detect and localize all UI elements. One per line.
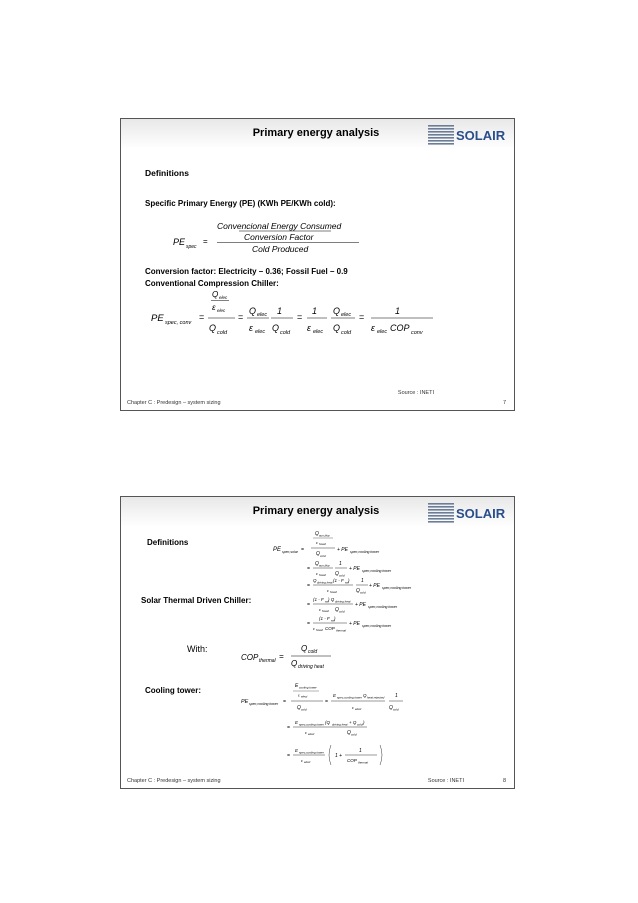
svg-text:spec, conv: spec, conv <box>165 320 192 326</box>
svg-text:1: 1 <box>395 693 398 699</box>
svg-text:PE: PE <box>241 699 249 705</box>
svg-text:cold: cold <box>341 330 352 336</box>
svg-text:ε: ε <box>212 303 216 312</box>
svg-text:=: = <box>307 602 310 608</box>
svg-text:PE: PE <box>173 237 186 247</box>
definitions-heading: Definitions <box>145 168 189 178</box>
svg-text:): ) <box>334 616 336 621</box>
svg-text:SOLAIR: SOLAIR <box>456 128 506 143</box>
svg-text:=: = <box>199 312 205 322</box>
svg-text:=: = <box>297 312 303 322</box>
svg-text:Q: Q <box>301 644 308 653</box>
svg-text:Convencional Energy Consumed: Convencional Energy Consumed <box>217 221 342 231</box>
solar-chiller-line: Solar Thermal Driven Chiller: <box>141 596 252 605</box>
svg-text:spec,solar: spec,solar <box>282 550 298 554</box>
svg-text:elect: elect <box>304 760 311 764</box>
with-label: With: <box>187 644 208 654</box>
svg-text:ε: ε <box>327 588 329 593</box>
svg-text:=: = <box>301 547 304 553</box>
formula-pe-spec <box>161 217 421 263</box>
svg-text:thermal: thermal <box>259 658 276 664</box>
svg-text:1: 1 <box>359 748 362 754</box>
svg-text:(1 - F: (1 - F <box>319 616 330 621</box>
svg-text:ε: ε <box>371 323 375 333</box>
svg-text:cold: cold <box>393 707 399 712</box>
svg-text:COP: COP <box>347 758 357 763</box>
svg-text:Q: Q <box>333 323 341 333</box>
svg-text:fossil: fossil <box>319 573 326 577</box>
svg-text:cold: cold <box>357 722 363 727</box>
svg-text:spec,cooling tower: spec,cooling tower <box>350 550 379 554</box>
svg-text:+ PE: + PE <box>369 583 380 589</box>
svg-text:COP: COP <box>241 653 259 662</box>
svg-text:+ PE: + PE <box>337 547 348 553</box>
svg-text:elec: elec <box>341 312 352 318</box>
svg-text:Q: Q <box>315 561 319 567</box>
svg-text:Q: Q <box>297 705 301 711</box>
svg-text:aux,bkp: aux,bkp <box>319 563 330 568</box>
svg-text:driving heat: driving heat <box>317 580 333 585</box>
svg-text:ε: ε <box>305 730 307 735</box>
svg-text:sol: sol <box>325 599 329 604</box>
svg-text:+ PE: + PE <box>355 602 366 608</box>
conversion-factor-line: Conversion factor: Electricity – 0.36; Fossil Fuel – 0.9 <box>145 267 348 276</box>
svg-text:conv: conv <box>411 330 423 336</box>
svg-text:1: 1 <box>312 306 318 316</box>
page-number: 7 <box>502 400 506 406</box>
svg-text:ε: ε <box>307 323 311 333</box>
svg-text:heat rejected: heat rejected <box>367 695 385 700</box>
svg-text:cold: cold <box>351 732 357 737</box>
svg-text:Q: Q <box>356 588 360 594</box>
svg-text:spec,cooling tower: spec,cooling tower <box>362 624 391 628</box>
svg-text:E: E <box>295 748 299 753</box>
svg-text:Q: Q <box>291 659 298 668</box>
svg-text:spec,cooling tower: spec,cooling tower <box>382 586 411 590</box>
svg-text:Q: Q <box>209 323 217 333</box>
svg-text:aux,bkp: aux,bkp <box>319 533 330 538</box>
definitions-heading: Definitions <box>147 538 189 547</box>
svg-text:(Q: (Q <box>325 720 330 725</box>
svg-text:Q: Q <box>335 607 339 613</box>
footer-chapter: Chapter C : Predesign – system sizing <box>127 400 221 406</box>
svg-text:spec,cooling tower: spec,cooling tower <box>249 702 278 706</box>
svg-text:driving heat: driving heat <box>298 664 324 670</box>
svg-text:=: = <box>325 699 328 705</box>
svg-text:driving heat: driving heat <box>335 599 351 604</box>
svg-text:Q: Q <box>335 571 339 577</box>
svg-text:ε: ε <box>298 692 300 698</box>
svg-text:spec,cooling tower: spec,cooling tower <box>299 722 324 727</box>
svg-text:cooling tower: cooling tower <box>299 685 317 690</box>
spe-heading: Specific Primary Energy (PE) (KWh PE/KWh cold): <box>145 199 336 208</box>
formula-cop-thermal <box>239 641 359 673</box>
svg-text:(1 - F: (1 - F <box>333 578 344 583</box>
source-label: Source : INETI <box>397 390 434 396</box>
solair-logo <box>428 501 508 525</box>
svg-text:=: = <box>287 725 290 731</box>
svg-text:=: = <box>287 753 290 759</box>
svg-text:=: = <box>307 621 310 627</box>
chiller-line: Conventional Compression Chiller: <box>145 279 279 288</box>
svg-text:COP: COP <box>390 323 410 333</box>
svg-text:thermal: thermal <box>336 628 347 633</box>
svg-text:Q: Q <box>313 578 317 583</box>
svg-text:ε: ε <box>249 323 253 333</box>
svg-text:cold: cold <box>339 609 345 614</box>
svg-text:Q: Q <box>363 693 367 698</box>
svg-text:cold: cold <box>339 573 345 578</box>
formula-pe-cooling-tower <box>239 681 439 775</box>
svg-text:(1 - F: (1 - F <box>313 597 324 602</box>
svg-text:+ PE: + PE <box>349 566 360 572</box>
page-number: 8 <box>502 778 506 784</box>
svg-text:Q: Q <box>316 551 320 557</box>
svg-text:Q: Q <box>212 290 219 299</box>
svg-text:spec,cooling tower: spec,cooling tower <box>368 605 397 609</box>
svg-text:SOLAIR: SOLAIR <box>456 506 506 521</box>
svg-text:): ) <box>348 578 350 583</box>
svg-text:ε: ε <box>319 607 321 612</box>
svg-text:elec: elec <box>377 329 388 335</box>
svg-text:=: = <box>203 237 208 246</box>
source-label: Source : INETI <box>427 778 464 784</box>
svg-text:+ Q: + Q <box>349 720 357 725</box>
svg-text:Conversion Factor: Conversion Factor <box>244 232 314 242</box>
footer-chapter: Chapter C : Predesign – system sizing <box>127 778 221 784</box>
svg-text:=: = <box>279 652 284 661</box>
svg-text:PE: PE <box>273 547 282 553</box>
svg-text:fossil: fossil <box>316 628 323 632</box>
svg-text:ε: ε <box>352 705 354 710</box>
svg-text:elect: elect <box>301 694 308 699</box>
slide-8 <box>120 496 515 789</box>
slide-title: Primary energy analysis <box>252 127 380 139</box>
svg-text:1: 1 <box>339 561 342 567</box>
svg-text:cold: cold <box>320 554 326 558</box>
svg-text:+ PE: + PE <box>349 621 360 627</box>
svg-text:1: 1 <box>395 306 401 316</box>
svg-text:Q: Q <box>272 323 280 333</box>
svg-text:=: = <box>238 312 244 322</box>
svg-text:ε: ε <box>316 540 318 545</box>
slide-7 <box>120 118 515 411</box>
svg-text:Q: Q <box>347 730 351 736</box>
svg-text:spec: spec <box>186 244 197 250</box>
svg-text:cold: cold <box>217 330 228 336</box>
svg-text:=: = <box>283 699 286 705</box>
cooling-tower-heading: Cooling tower: <box>145 686 201 695</box>
svg-text:sol: sol <box>331 618 335 623</box>
svg-text:cold: cold <box>280 330 291 336</box>
svg-text:fossil: fossil <box>330 590 337 594</box>
svg-text:E: E <box>295 720 299 725</box>
formula-pe-spec-solar <box>271 527 431 639</box>
svg-text:cold: cold <box>308 649 318 655</box>
svg-text:=: = <box>359 312 365 322</box>
svg-text:elec: elec <box>313 329 324 335</box>
svg-text:elect: elect <box>308 732 315 736</box>
svg-text:ε: ε <box>313 626 315 631</box>
svg-text:spec,cooling tower: spec,cooling tower <box>362 569 391 573</box>
svg-text:elec: elec <box>255 329 266 335</box>
svg-text:sol: sol <box>345 580 349 585</box>
svg-text:=: = <box>307 583 310 589</box>
svg-text:cold: cold <box>301 707 307 712</box>
svg-text:elec: elec <box>217 308 226 313</box>
svg-text:elec: elec <box>219 295 228 300</box>
svg-text:E: E <box>333 693 337 698</box>
svg-text:Cold Produced: Cold Produced <box>252 244 309 254</box>
svg-text:PE: PE <box>151 313 164 324</box>
solair-logo <box>428 123 508 147</box>
svg-text:COP: COP <box>325 626 335 631</box>
svg-text:cold: cold <box>360 590 366 595</box>
svg-text:1: 1 <box>361 578 364 584</box>
svg-text:driving heat: driving heat <box>332 722 348 727</box>
slide-title: Primary energy analysis <box>252 505 380 517</box>
svg-text:): ) <box>363 720 365 725</box>
svg-text:spec,cooling tower: spec,cooling tower <box>299 750 324 755</box>
svg-text:ε: ε <box>316 571 318 576</box>
svg-text:Q: Q <box>249 306 257 316</box>
svg-text:thermal: thermal <box>358 760 369 765</box>
svg-text:elec: elec <box>257 312 268 318</box>
svg-text:spec,cooling tower: spec,cooling tower <box>337 695 362 700</box>
svg-text:Q: Q <box>315 531 319 537</box>
svg-text:=: = <box>307 566 310 572</box>
svg-text:Q: Q <box>389 705 393 711</box>
svg-text:) Q: ) Q <box>328 597 335 602</box>
svg-text:fossil: fossil <box>319 542 326 546</box>
formula-pe-spec-conv <box>141 287 441 345</box>
svg-text:1 +: 1 + <box>335 753 343 759</box>
svg-text:1: 1 <box>277 306 283 316</box>
svg-text:Q: Q <box>333 306 341 316</box>
svg-text:elect: elect <box>355 707 362 711</box>
svg-text:E: E <box>295 683 299 689</box>
svg-text:ε: ε <box>301 758 303 763</box>
svg-text:fossil: fossil <box>322 609 329 613</box>
